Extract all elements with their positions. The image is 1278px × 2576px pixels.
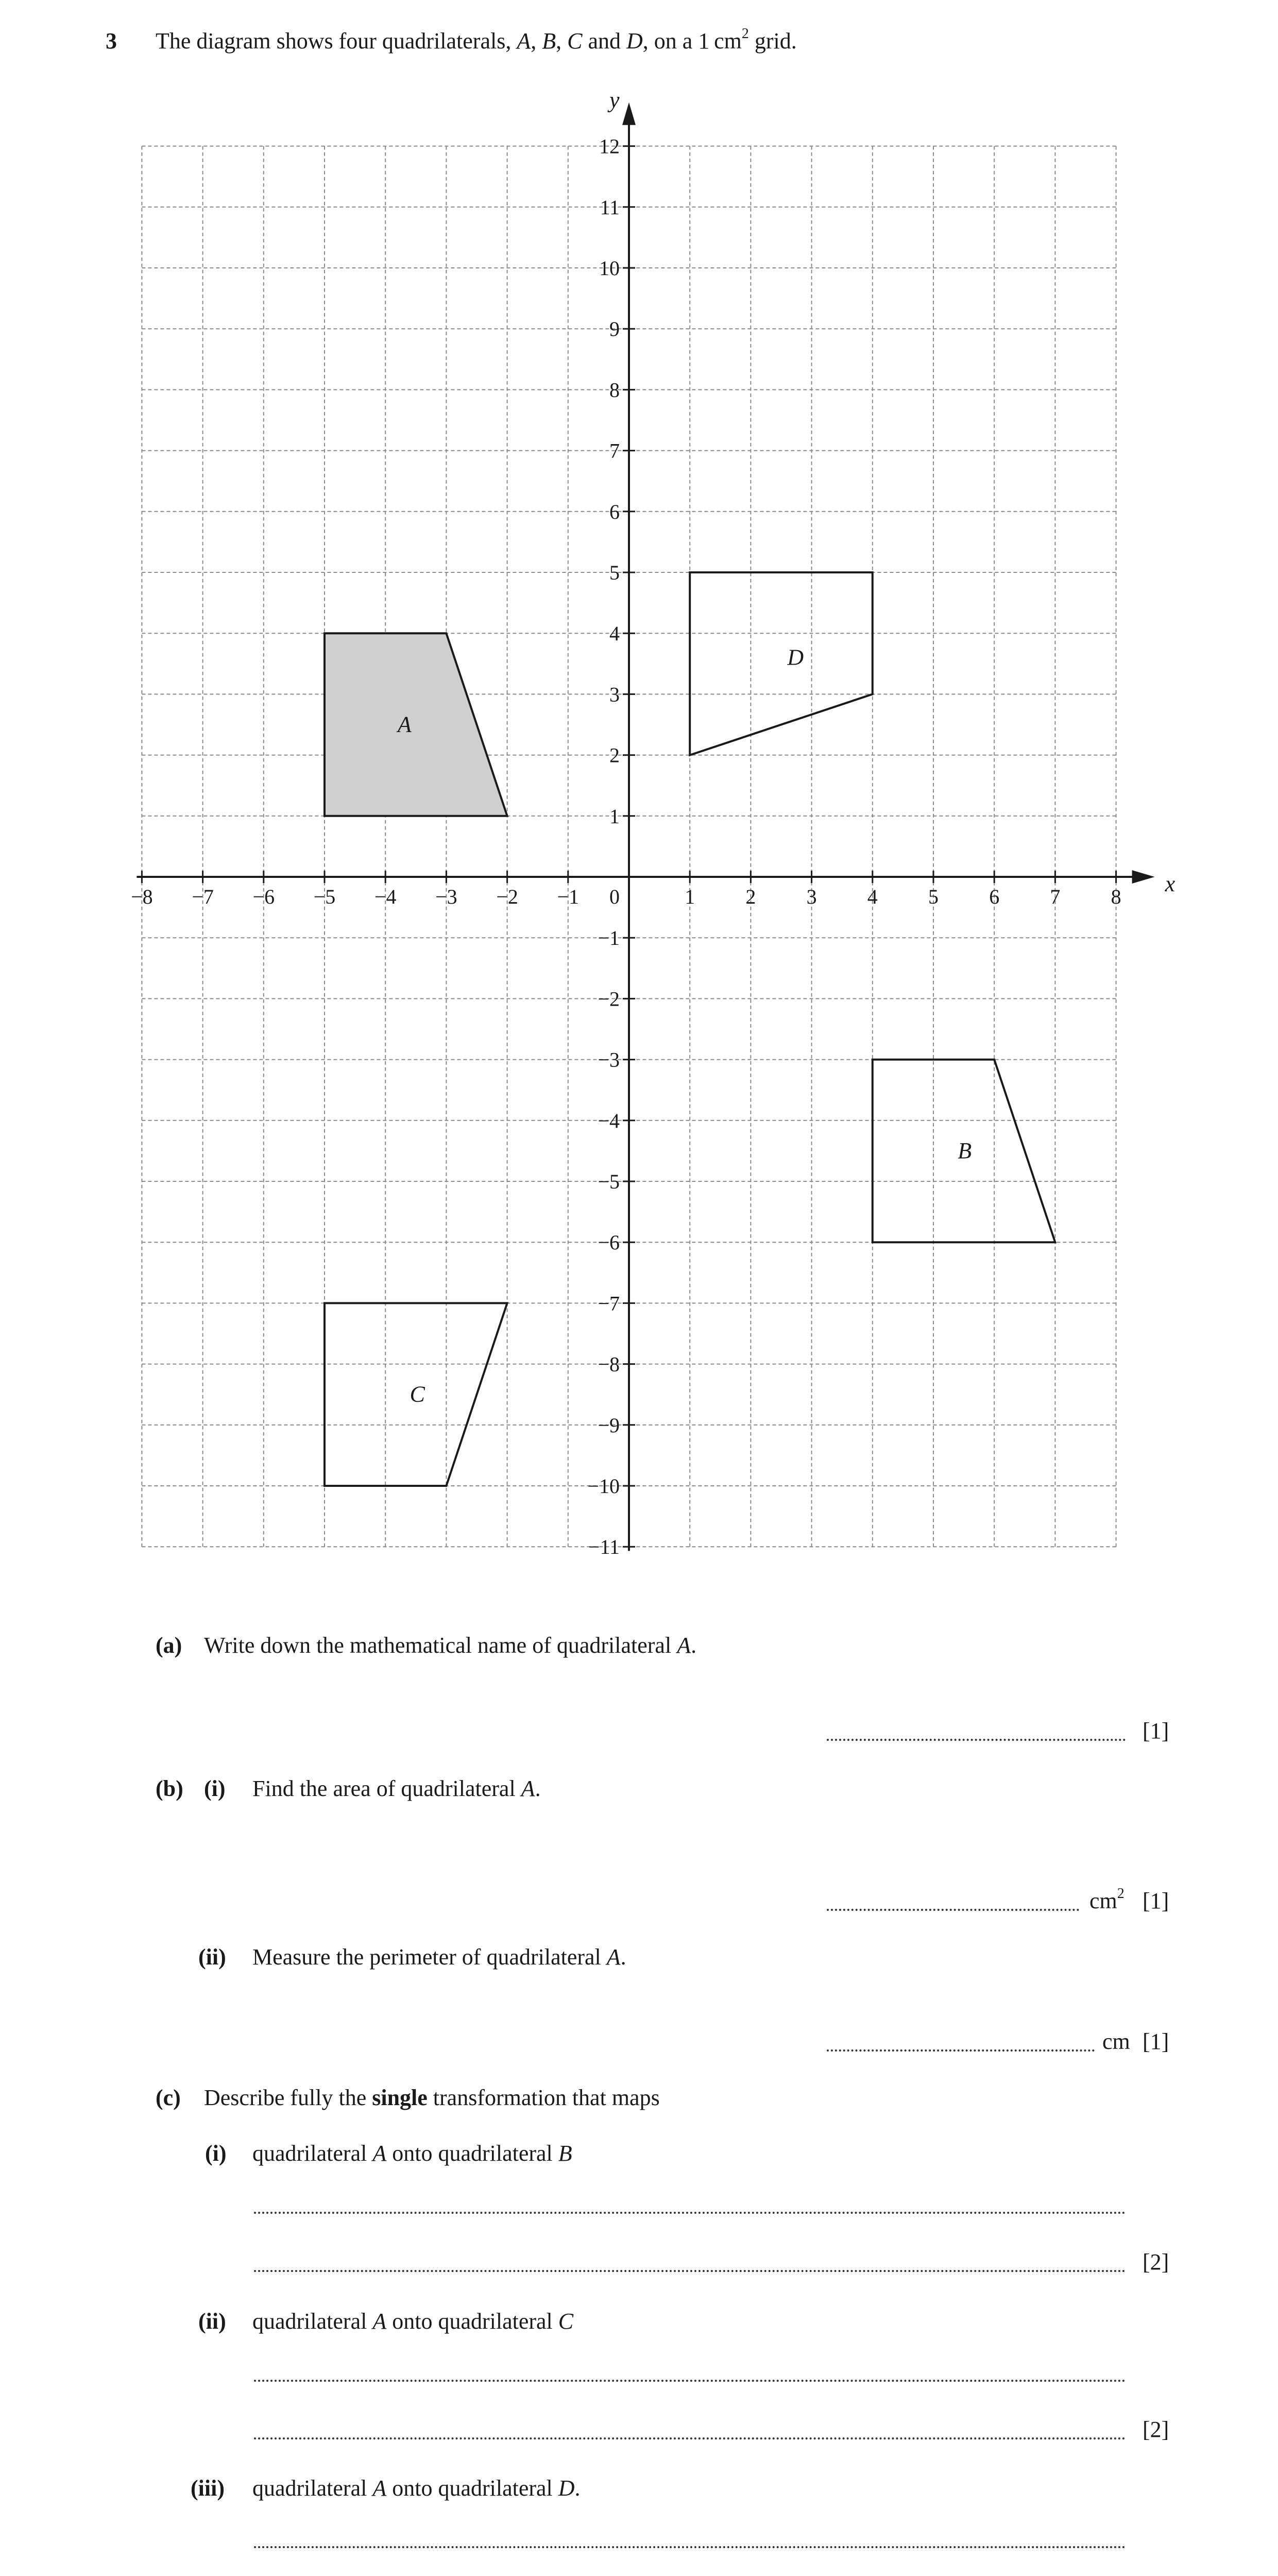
part-b-i-question xyxy=(252,1777,541,1800)
x-axis-label: x xyxy=(1165,871,1175,896)
x-tick-label: −2 xyxy=(496,885,518,908)
y-axis-label: y xyxy=(609,87,620,113)
x-axis-arrow xyxy=(1132,870,1155,884)
part-b-label: (b) xyxy=(156,1776,183,1801)
x-tick-label: −1 xyxy=(557,885,580,908)
intro-sep: , xyxy=(556,28,568,54)
shape-label-c: C xyxy=(410,1381,425,1407)
x-tick-label: −3 xyxy=(435,885,457,908)
y-tick-label: 3 xyxy=(609,683,620,706)
y-tick-label: −5 xyxy=(598,1170,620,1193)
y-tick-label: −6 xyxy=(598,1231,620,1255)
part-c-ii-mark: [2] xyxy=(1143,2417,1169,2442)
y-tick-label: 10 xyxy=(599,257,620,280)
intro-var-d: D xyxy=(626,28,643,54)
y-tick-label: −7 xyxy=(598,1292,620,1315)
answer-line-c-i-1[interactable] xyxy=(254,2212,1126,2214)
x-tick-label: 8 xyxy=(1111,885,1121,908)
part-c-iii-text: quadrilateral xyxy=(252,2476,373,2501)
part-c-iii-label: (iii) xyxy=(191,2476,225,2501)
shape-label-a: A xyxy=(397,711,412,737)
part-c-ii-mid: onto quadrilateral xyxy=(386,2309,558,2334)
x-tick-label: −4 xyxy=(374,885,397,908)
y-tick-label: −1 xyxy=(598,926,620,950)
unit-cm: cm xyxy=(1089,1888,1117,1913)
part-b-ii-text: Measure the perimeter of quadrilateral xyxy=(252,1944,607,1970)
y-tick-label: −2 xyxy=(598,987,620,1011)
part-c-iii-var1: A xyxy=(372,2476,387,2501)
unit-sup: 2 xyxy=(1117,1886,1124,1902)
answer-line-c-iii-1[interactable] xyxy=(254,2546,1126,2548)
part-c-i-label: (i) xyxy=(205,2141,227,2166)
x-tick-label: −7 xyxy=(192,885,214,908)
part-b-i-text: Find the area of quadrilateral xyxy=(252,1776,521,1801)
part-b-ii-label: (ii) xyxy=(198,1944,226,1970)
part-c-i-mid: onto quadrilateral xyxy=(386,2141,558,2166)
intro-text: The diagram shows four quadrilaterals, xyxy=(156,28,517,54)
y-tick-label: 1 xyxy=(609,804,620,828)
question-number: 3 xyxy=(106,28,117,54)
part-c-i-mark: [2] xyxy=(1143,2249,1169,2275)
x-tick-label: 7 xyxy=(1050,885,1061,908)
origin-label: 0 xyxy=(609,885,620,908)
part-b-ii-post: . xyxy=(620,1944,626,1970)
answer-line-b-ii[interactable] xyxy=(827,2049,1095,2052)
intro-sup: 2 xyxy=(741,26,749,42)
part-a-mark: [1] xyxy=(1143,1718,1169,1743)
intro-mid: , on a 1 cm xyxy=(642,28,742,54)
part-b-ii-question xyxy=(252,1946,626,1969)
part-c-ii-question xyxy=(252,2310,573,2333)
intro-sep: , xyxy=(531,28,542,54)
y-tick-label: 5 xyxy=(609,561,620,584)
intro-post: grid. xyxy=(748,28,797,54)
part-c-ii-label: (ii) xyxy=(198,2309,226,2334)
y-tick-label: 6 xyxy=(609,500,620,523)
y-tick-label: −9 xyxy=(598,1413,620,1437)
answer-line-b-i[interactable] xyxy=(827,1909,1079,1911)
quadrilateral-d xyxy=(690,572,873,755)
part-b-ii-unit: cm xyxy=(1102,2029,1130,2054)
intro-var-b: B xyxy=(542,28,556,54)
shape-label-d: D xyxy=(787,645,804,670)
x-tick-label: −8 xyxy=(131,885,153,908)
part-c-i-text: quadrilateral xyxy=(252,2141,373,2166)
y-tick-label: −4 xyxy=(598,1109,620,1132)
y-tick-label: 4 xyxy=(609,622,620,646)
part-c-iii-var2: D xyxy=(558,2476,575,2501)
shape-label-b: B xyxy=(958,1138,972,1163)
y-tick-label: 9 xyxy=(609,317,620,341)
y-tick-label: −11 xyxy=(588,1535,620,1559)
x-tick-label: 5 xyxy=(928,885,939,908)
y-tick-label: 8 xyxy=(609,378,620,402)
part-b-ii-mark: [1] xyxy=(1143,2029,1169,2054)
part-a-post: . xyxy=(691,1633,697,1658)
part-c-i-question xyxy=(252,2142,572,2165)
part-b-ii-var: A xyxy=(606,1944,621,1970)
y-tick-label: 2 xyxy=(609,743,620,767)
answer-line-a[interactable] xyxy=(827,1739,1126,1741)
answer-line-c-i-2[interactable] xyxy=(254,2270,1126,2272)
part-c-question xyxy=(204,2087,660,2109)
x-tick-label: −6 xyxy=(252,885,275,908)
y-tick-label: 12 xyxy=(599,134,620,158)
intro-var-c: C xyxy=(567,28,583,54)
part-c-i-var2: B xyxy=(558,2141,572,2166)
part-b-i-post: . xyxy=(535,1776,541,1801)
quadrilateral-a xyxy=(325,633,507,816)
x-tick-label: 3 xyxy=(806,885,817,908)
part-b-i-unit xyxy=(1089,1886,1124,1913)
part-c-bold: single xyxy=(372,2085,428,2110)
part-c-post: transformation that maps xyxy=(427,2085,660,2110)
y-tick-label: −10 xyxy=(587,1475,620,1498)
answer-line-c-ii-1[interactable] xyxy=(254,2380,1126,2382)
y-axis-arrow xyxy=(622,103,636,125)
part-c-iii-question xyxy=(252,2477,581,2500)
y-tick-label: 11 xyxy=(600,195,620,219)
part-b-i-mark: [1] xyxy=(1143,1888,1169,1913)
intro-and: and xyxy=(582,28,627,54)
part-c-label: (c) xyxy=(156,2085,181,2110)
part-c-ii-var2: C xyxy=(558,2309,574,2334)
part-a-text: Write down the mathematical name of quadrilateral xyxy=(204,1633,677,1658)
y-tick-label: 7 xyxy=(609,439,620,463)
part-c-iii-mid: onto quadrilateral xyxy=(386,2476,558,2501)
part-b-i-var: A xyxy=(521,1776,535,1801)
part-c-ii-text: quadrilateral xyxy=(252,2309,373,2334)
part-a-var: A xyxy=(677,1633,691,1658)
x-tick-label: 6 xyxy=(989,885,1000,908)
part-a-question xyxy=(204,1634,696,1657)
x-tick-label: 1 xyxy=(685,885,695,908)
y-tick-label: −8 xyxy=(598,1352,620,1376)
part-c-ii-var1: A xyxy=(372,2309,387,2334)
x-tick-label: 2 xyxy=(745,885,756,908)
part-a-label: (a) xyxy=(156,1633,182,1658)
x-tick-label: −5 xyxy=(313,885,336,908)
part-c-text: Describe fully the xyxy=(204,2085,372,2110)
y-tick-label: −3 xyxy=(598,1048,620,1072)
x-tick-label: 4 xyxy=(867,885,878,908)
intro-var-a: A xyxy=(517,28,531,54)
part-c-iii-post: . xyxy=(574,2476,581,2501)
answer-line-c-ii-2[interactable] xyxy=(254,2437,1126,2439)
part-b-i-label: (i) xyxy=(204,1776,226,1801)
part-c-i-var1: A xyxy=(372,2141,387,2166)
